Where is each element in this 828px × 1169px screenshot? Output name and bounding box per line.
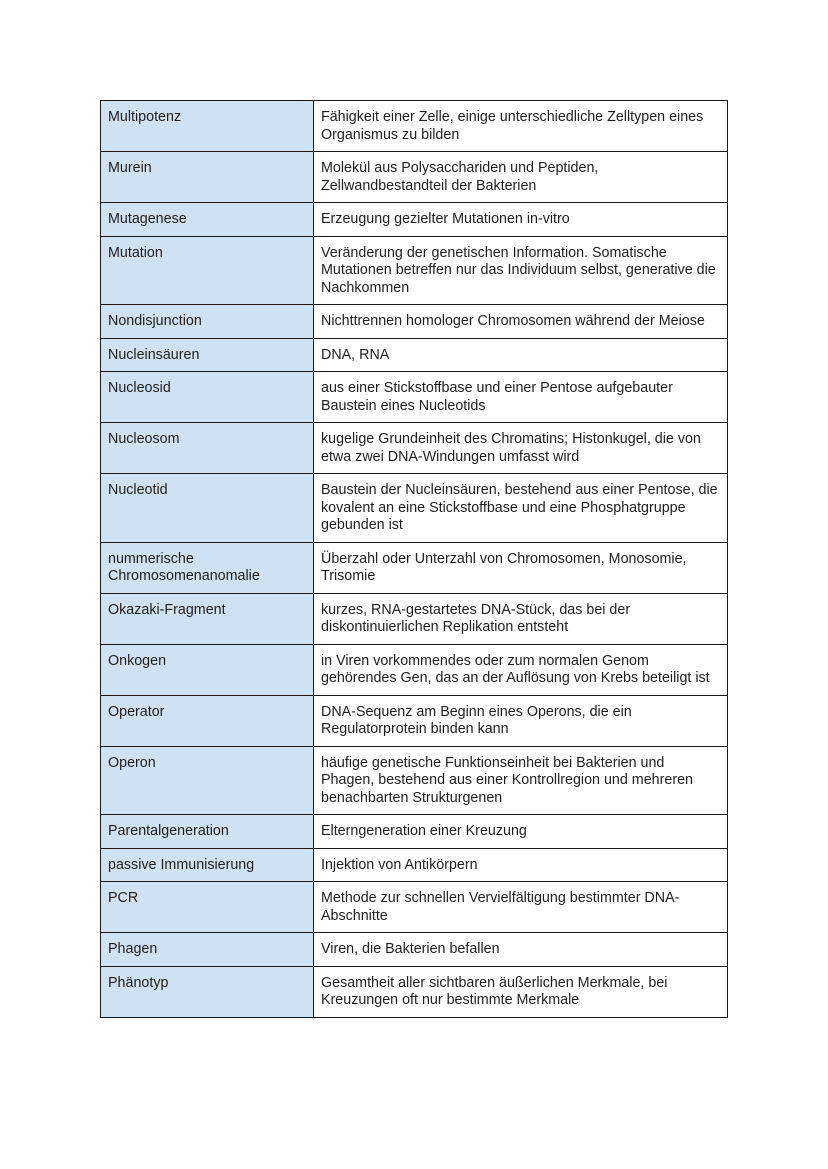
- term-cell: Mutagenese: [101, 203, 314, 237]
- glossary-table: [100, 100, 728, 1018]
- definition-cell: Methode zur schnellen Vervielfältigung bestimmter DNA-Abschnitte: [314, 882, 728, 933]
- table-row: [101, 236, 728, 305]
- definition-cell: Injektion von Antikörpern: [314, 848, 728, 882]
- definition-cell: Molekül aus Polysacchariden und Peptiden, Zellwandbestandteil der Bakterien: [314, 152, 728, 203]
- definition-cell: Veränderung der genetischen Information. Somatische Mutationen betreffen nur das Individuum selbst, generative die Nachkommen: [314, 236, 728, 305]
- term-cell: Onkogen: [101, 644, 314, 695]
- table-row: [101, 593, 728, 644]
- definition-cell: DNA, RNA: [314, 338, 728, 372]
- term-cell: Nucleosid: [101, 372, 314, 423]
- definition-cell: Erzeugung gezielter Mutationen in-vitro: [314, 203, 728, 237]
- term-cell: nummerische Chromosomenanomalie: [101, 542, 314, 593]
- term-cell: Phänotyp: [101, 966, 314, 1017]
- definition-cell: Elterngeneration einer Kreuzung: [314, 815, 728, 849]
- term-cell: Okazaki-Fragment: [101, 593, 314, 644]
- table-row: [101, 474, 728, 543]
- term-cell: Nondisjunction: [101, 305, 314, 339]
- table-row: [101, 966, 728, 1017]
- definition-cell: kugelige Grundeinheit des Chromatins; Histonkugel, die von etwa zwei DNA-Windungen umfasst wird: [314, 423, 728, 474]
- glossary-body: [101, 101, 728, 1018]
- definition-cell: kurzes, RNA-gestartetes DNA-Stück, das bei der diskontinuierlichen Replikation entsteht: [314, 593, 728, 644]
- definition-cell: in Viren vorkommendes oder zum normalen Genom gehörendes Gen, das an der Auflösung von Krebs beteiligt ist: [314, 644, 728, 695]
- term-cell: Murein: [101, 152, 314, 203]
- definition-cell: Viren, die Bakterien befallen: [314, 933, 728, 967]
- table-row: [101, 423, 728, 474]
- table-row: [101, 746, 728, 815]
- term-cell: Multipotenz: [101, 101, 314, 152]
- definition-cell: DNA-Sequenz am Beginn eines Operons, die ein Regulatorprotein binden kann: [314, 695, 728, 746]
- table-row: [101, 542, 728, 593]
- table-row: [101, 203, 728, 237]
- term-cell: PCR: [101, 882, 314, 933]
- table-row: [101, 695, 728, 746]
- table-row: [101, 848, 728, 882]
- term-cell: Nucleosom: [101, 423, 314, 474]
- table-row: [101, 338, 728, 372]
- definition-cell: aus einer Stickstoffbase und einer Pentose aufgebauter Baustein eines Nucleotids: [314, 372, 728, 423]
- table-row: [101, 305, 728, 339]
- definition-cell: Fähigkeit einer Zelle, einige unterschiedliche Zelltypen eines Organismus zu bilden: [314, 101, 728, 152]
- definition-cell: häufige genetische Funktionseinheit bei Bakterien und Phagen, bestehend aus einer Kontrollregion und mehreren benachbarten Strukturgenen: [314, 746, 728, 815]
- term-cell: Phagen: [101, 933, 314, 967]
- term-cell: Mutation: [101, 236, 314, 305]
- table-row: [101, 101, 728, 152]
- table-row: [101, 933, 728, 967]
- table-row: [101, 644, 728, 695]
- term-cell: passive Immunisierung: [101, 848, 314, 882]
- definition-cell: Gesamtheit aller sichtbaren äußerlichen Merkmale, bei Kreuzungen oft nur bestimmte Merkmale: [314, 966, 728, 1017]
- term-cell: Parentalgeneration: [101, 815, 314, 849]
- definition-cell: Baustein der Nucleinsäuren, bestehend aus einer Pentose, die kovalent an eine Stickstoffbase und eine Phosphatgruppe gebunden ist: [314, 474, 728, 543]
- table-row: [101, 372, 728, 423]
- definition-cell: Nichttrennen homologer Chromosomen während der Meiose: [314, 305, 728, 339]
- definition-cell: Überzahl oder Unterzahl von Chromosomen, Monosomie, Trisomie: [314, 542, 728, 593]
- table-row: [101, 152, 728, 203]
- term-cell: Operon: [101, 746, 314, 815]
- term-cell: Operator: [101, 695, 314, 746]
- term-cell: Nucleinsäuren: [101, 338, 314, 372]
- table-row: [101, 882, 728, 933]
- table-row: [101, 815, 728, 849]
- term-cell: Nucleotid: [101, 474, 314, 543]
